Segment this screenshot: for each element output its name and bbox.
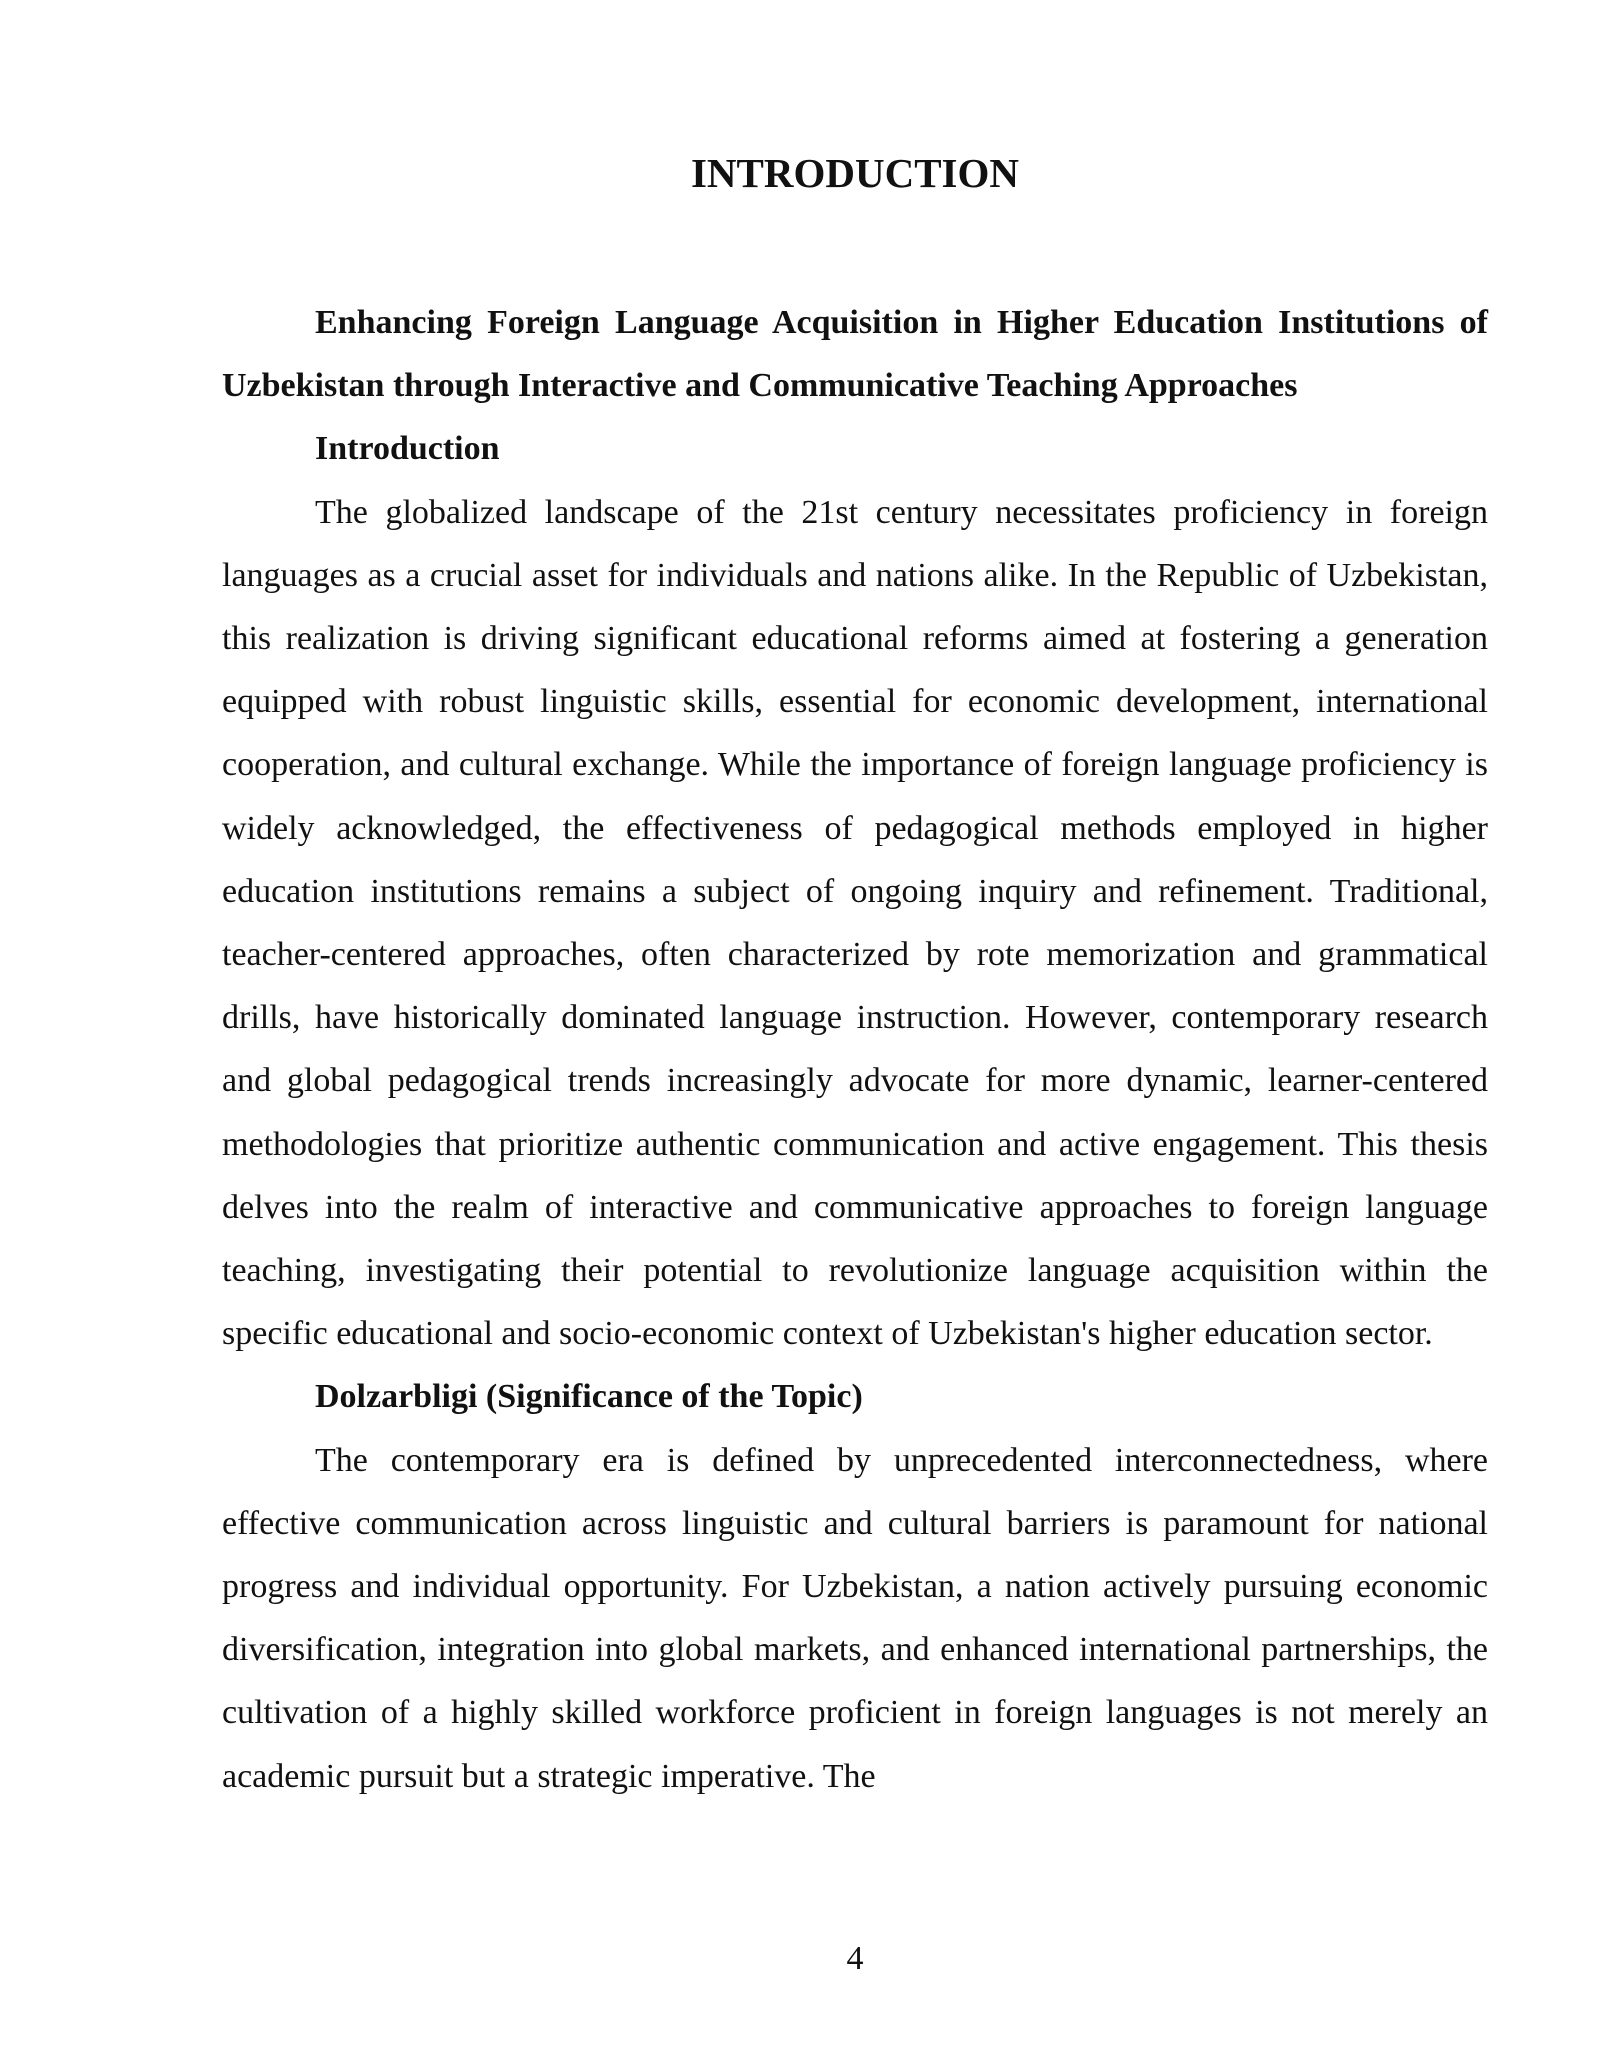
- thesis-title: Enhancing Foreign Language Acquisition in Higher Education Institutions of Uzbekistan through Interactive and Communicative Teaching Approaches: [222, 304, 1488, 405]
- page-number: 4: [846, 1940, 864, 1977]
- section-heading-significance: Dolzarbligi (Significance of the Topic): [315, 1378, 863, 1416]
- chapter-title: INTRODUCTION: [690, 150, 1020, 196]
- paragraph-significance: The contemporary era is defined by unprecedented interconnectedness, where effective communication across linguistic and cultural barriers is paramount for national progress and individual opportunity. For Uzbekistan, a nation actively pursuing economic diversification, integration into global markets, and enhanced international partnerships, the cultivation of a highly skilled workforce proficient in foreign languages is not merely an academic pursuit but a strategic imperative. The: [222, 1441, 1488, 1795]
- page-content: [222, 291, 1488, 1808]
- paragraph-introduction: The globalized landscape of the 21st century necessitates proficiency in foreign languages as a crucial asset for individuals and nations alike. In the Republic of Uzbekistan, this realization is driving significant educational reforms aimed at fostering a generation equipped with robust linguistic skills, essential for economic development, international cooperation, and cultural exchange. While the importance of foreign language proficiency is widely acknowledged, the effectiveness of pedagogical methods employed in higher education institutions remains a subject of ongoing inquiry and refinement. Traditional, teacher-centered approaches, often characterized by rote memorization and grammatical drills, have historically dominated language instruction. However, contemporary research and global pedagogical trends increasingly advocate for more dynamic, learner-centered methodologies that prioritize authentic communication and active engagement. This thesis delves into the realm of interactive and communicative approaches to foreign language teaching, investigating their potential to revolutionize language acquisition within the specific educational and socio-economic context of Uzbekistan's higher education sector.: [222, 493, 1488, 1353]
- document-page: [222, 0, 1488, 2070]
- section-heading-introduction: Introduction: [315, 430, 500, 468]
